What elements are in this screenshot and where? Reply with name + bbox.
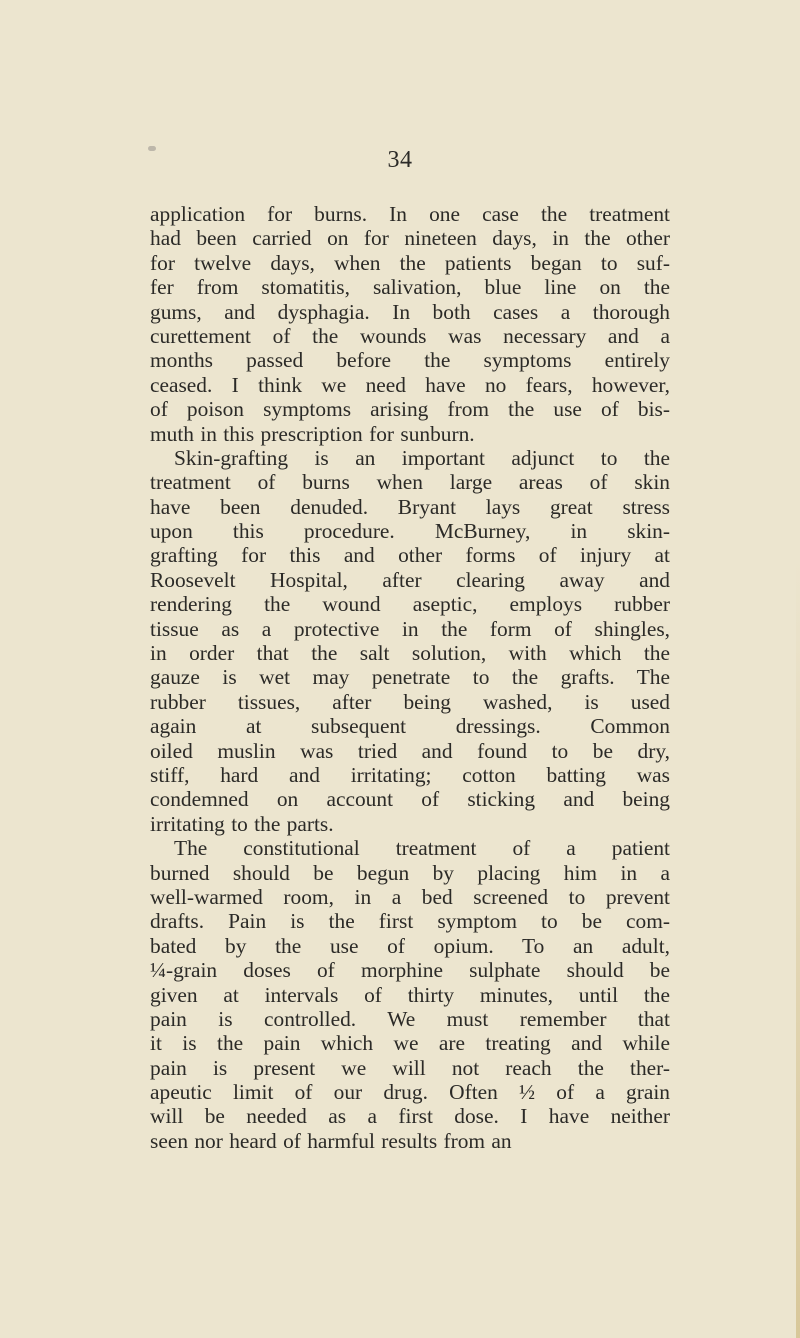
- text-line: well-warmed room, in a bed screened to prevent: [150, 884, 670, 909]
- text-line: bated by the use of opium. To an adult,: [150, 933, 670, 958]
- text-line: gums, and dysphagia. In both cases a thorough: [150, 299, 670, 324]
- text-line: condemned on account of sticking and being: [150, 787, 670, 812]
- text-line: for twelve days, when the patients began to suf-: [150, 250, 670, 275]
- text-line: have been denuded. Bryant lays great stress: [150, 494, 670, 519]
- text-line: stiff, hard and irritating; cotton batting was: [150, 762, 670, 787]
- text-line: gauze is wet may penetrate to the grafts. The: [150, 665, 670, 690]
- text-line: given at intervals of thirty minutes, until the: [150, 982, 670, 1007]
- text-line: had been carried on for nineteen days, in the other: [150, 226, 670, 251]
- text-line: pain is present we will not reach the ther-: [150, 1055, 670, 1080]
- text-line: apeutic limit of our drug. Often ½ of a grain: [150, 1080, 670, 1105]
- text-line: fer from stomatitis, salivation, blue line on the: [150, 275, 670, 300]
- text-line: grafting for this and other forms of injury at: [150, 543, 670, 568]
- text-line: upon this procedure. McBurney, in skin-: [150, 519, 670, 544]
- text-line: oiled muslin was tried and found to be dry,: [150, 738, 670, 763]
- text-line: Roosevelt Hospital, after clearing away and: [150, 567, 670, 592]
- body-text: [150, 202, 670, 1153]
- text-line: months passed before the symptoms entirely: [150, 348, 670, 373]
- text-line: ceased. I think we need have no fears, however,: [150, 372, 670, 397]
- text-line: pain is controlled. We must remember that: [150, 1006, 670, 1031]
- text-line: ¼-grain doses of morphine sulphate should be: [150, 958, 670, 983]
- text-line: drafts. Pain is the first symptom to be com-: [150, 909, 670, 934]
- text-line: muth in this prescription for sunburn.: [150, 421, 475, 446]
- text-line: burned should be begun by placing him in a: [150, 860, 670, 885]
- text-line: again at subsequent dressings. Common: [150, 714, 670, 739]
- text-line: curettement of the wounds was necessary and a: [150, 323, 670, 348]
- text-line: in order that the salt solution, with which the: [150, 641, 670, 666]
- text-line: it is the pain which we are treating and while: [150, 1031, 670, 1056]
- page-number: 34: [387, 147, 413, 173]
- text-line: The constitutional treatment of a patient: [174, 836, 670, 861]
- text-line: application for burns. In one case the treatment: [150, 202, 670, 226]
- text-line: of poison symptoms arising from the use of bis-: [150, 397, 670, 422]
- page-edge-shadow: [796, 560, 800, 1338]
- text-line: will be needed as a first dose. I have neither: [150, 1104, 670, 1129]
- text-line: rendering the wound aseptic, employs rubber: [150, 592, 670, 617]
- text-line: treatment of burns when large areas of skin: [150, 470, 670, 495]
- text-line: rubber tissues, after being washed, is used: [150, 689, 670, 714]
- text-line: seen nor heard of harmful results from an: [150, 1128, 512, 1153]
- text-line: irritating to the parts.: [150, 811, 334, 836]
- text-line: Skin-grafting is an important adjunct to the: [174, 445, 670, 470]
- text-line: tissue as a protective in the form of shingles,: [150, 616, 670, 641]
